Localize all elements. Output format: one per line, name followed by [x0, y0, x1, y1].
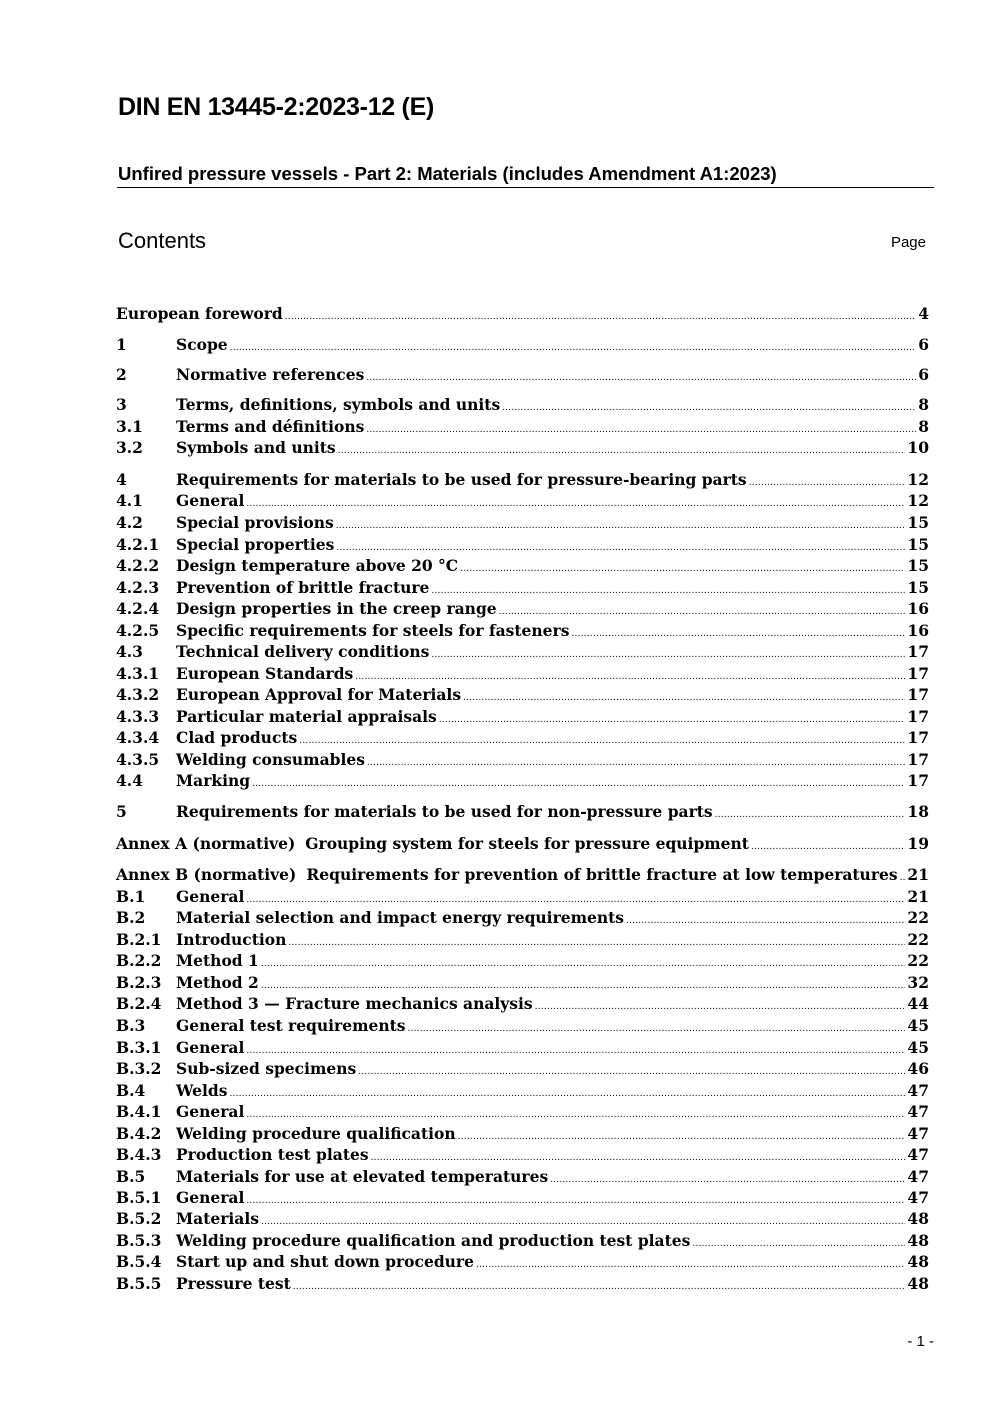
toc-entry[interactable] [116, 865, 929, 887]
toc-entry-page: 17 [907, 750, 929, 769]
toc-entry-number: 3.2 [116, 438, 143, 457]
title-rule [117, 187, 934, 188]
toc-dot-leader [366, 374, 916, 383]
toc-dot-leader [261, 1218, 905, 1227]
toc-entry-page: 8 [918, 395, 929, 414]
toc-entry-page: 15 [907, 535, 929, 554]
toc-entry-page: 4 [918, 304, 929, 323]
toc-entry-title: Requirements for materials to be used for pressure-bearing parts [176, 470, 747, 489]
toc-entry-page: 15 [907, 556, 929, 575]
toc-dot-leader [366, 426, 916, 435]
toc-entry-title: Pressure test [176, 1274, 291, 1293]
toc-entry-page: 48 [907, 1209, 929, 1228]
toc-entry-page: 21 [907, 865, 929, 884]
toc-entry-number: 3 [116, 395, 127, 414]
toc-entry[interactable] [116, 1038, 929, 1060]
toc-entry-page: 17 [907, 642, 929, 661]
toc-entry-page: 10 [907, 438, 929, 457]
toc-entry-page: 16 [907, 621, 929, 640]
toc-entry-page: 17 [907, 771, 929, 790]
toc-entry[interactable] [116, 556, 929, 578]
toc-entry-page: 22 [907, 908, 929, 927]
toc-entry-title: Material selection and impact energy requirements [176, 908, 625, 927]
toc-entry-number: B.5 [116, 1167, 146, 1186]
toc-entry-title: Welds [176, 1081, 228, 1100]
toc-entry-title: General test requirements [176, 1016, 406, 1035]
toc-entry-page: 17 [907, 685, 929, 704]
toc-entry-number: B.5.1 [116, 1188, 162, 1207]
toc-entry[interactable] [116, 1209, 929, 1231]
toc-entry-title: Method 2 [176, 973, 259, 992]
toc-entry[interactable] [116, 1252, 929, 1274]
toc-entry[interactable] [116, 685, 929, 707]
toc-entry-page: 45 [907, 1016, 929, 1035]
toc-entry-page: 12 [907, 470, 929, 489]
toc-entry-title: Sub-sized specimens [176, 1059, 357, 1078]
toc-entry-page: 19 [907, 834, 929, 853]
toc-dot-leader [246, 1111, 905, 1120]
toc-dot-leader [502, 404, 916, 413]
toc-entry-title: Terms and définitions [176, 417, 365, 436]
toc-entry[interactable] [116, 802, 929, 824]
toc-entry[interactable] [116, 728, 929, 750]
page-column-label: Page [890, 234, 926, 251]
toc-entry-number: 4.2 [116, 513, 143, 532]
document-title: DIN EN 13445-2:2023-12 (E) [118, 93, 434, 121]
toc-entry-page: 46 [907, 1059, 929, 1078]
toc-entry[interactable] [116, 1059, 929, 1081]
toc-entry-title: Materials for use at elevated temperatures [176, 1167, 549, 1186]
toc-entry-number: 4.2.5 [116, 621, 160, 640]
toc-entry[interactable] [116, 304, 929, 326]
toc-entry-page: 16 [907, 599, 929, 618]
toc-dot-leader [431, 587, 905, 596]
toc-entry[interactable] [116, 417, 929, 439]
toc-entry-title: Requirements for prevention of brittle fracture at low temperatures [306, 865, 898, 884]
toc-entry-number: Annex A (normative) [116, 834, 296, 853]
toc-entry-page: 15 [907, 513, 929, 532]
toc-entry-title: Prevention of brittle fracture [176, 578, 430, 597]
toc-dot-leader [246, 500, 905, 509]
toc-entry-title: Technical delivery conditions [176, 642, 430, 661]
toc-entry-number: B.4.2 [116, 1124, 162, 1143]
toc-entry-page: 17 [907, 728, 929, 747]
toc-entry[interactable] [116, 834, 929, 856]
toc-entry-page: 8 [918, 417, 929, 436]
toc-entry[interactable] [116, 951, 929, 973]
toc-entry-number: B.5.5 [116, 1274, 162, 1293]
toc-entry-number: B.2.3 [116, 973, 162, 992]
toc-dot-leader [626, 917, 905, 926]
toc-entry-number: B.1 [116, 887, 146, 906]
toc-entry-title: Welding procedure qualification [176, 1124, 456, 1143]
toc-entry[interactable] [116, 750, 929, 772]
toc-entry-title: Specific requirements for steels for fasteners [176, 621, 570, 640]
toc-dot-leader [715, 811, 906, 820]
toc-dot-leader [463, 694, 905, 703]
toc-dot-leader [550, 1176, 905, 1185]
toc-dot-leader [299, 737, 905, 746]
toc-entry-page: 47 [907, 1102, 929, 1121]
toc-entry-page: 17 [907, 707, 929, 726]
toc-entry-title: General [176, 491, 245, 510]
toc-dot-leader [535, 1003, 906, 1012]
toc-entry[interactable] [116, 1016, 929, 1038]
toc-entry-page: 47 [907, 1188, 929, 1207]
toc-entry[interactable] [116, 642, 929, 664]
page-number: - 1 - [907, 1333, 934, 1350]
toc-dot-leader [261, 960, 906, 969]
toc-entry-page: 22 [907, 951, 929, 970]
toc-entry[interactable] [116, 994, 929, 1016]
toc-entry-page: 45 [907, 1038, 929, 1057]
toc-entry-title: Particular material appraisals [176, 707, 437, 726]
contents-heading: Contents [118, 228, 207, 253]
toc-entry[interactable] [116, 1102, 929, 1124]
toc-entry-title: European foreword [116, 304, 283, 323]
toc-dot-leader [261, 982, 906, 991]
toc-entry[interactable] [116, 535, 929, 557]
toc-entry-title: General [176, 1102, 245, 1121]
toc-entry-title: Symbols and units [176, 438, 336, 457]
toc-entry-number: B.5.4 [116, 1252, 162, 1271]
toc-entry[interactable] [116, 491, 929, 513]
toc-entry-page: 15 [907, 578, 929, 597]
toc-entry-title: General [176, 887, 245, 906]
toc-entry-page: 44 [907, 994, 929, 1013]
toc-entry-title: Terms, definitions, symbols and units [176, 395, 501, 414]
toc-entry[interactable] [116, 1188, 929, 1210]
toc-entry[interactable] [116, 513, 929, 535]
toc-entry-title: Normative references [176, 365, 365, 384]
toc-dot-leader [408, 1025, 906, 1034]
toc-entry-number: 4.2.4 [116, 599, 160, 618]
toc-dot-leader [431, 651, 905, 660]
toc-dot-leader [336, 522, 906, 531]
toc-entry-title: Welding procedure qualification and production test plates [176, 1231, 691, 1250]
toc-entry-number: 4.3 [116, 642, 143, 661]
toc-dot-leader [230, 344, 917, 353]
toc-entry-title: Introduction [176, 930, 287, 949]
toc-entry-number: 4.3.2 [116, 685, 160, 704]
toc-entry-number: 4.3.5 [116, 750, 160, 769]
toc-dot-leader [293, 1283, 906, 1292]
toc-entry-title: Method 1 [176, 951, 259, 970]
toc-entry-title: General [176, 1038, 245, 1057]
toc-entry-number: B.5.2 [116, 1209, 162, 1228]
toc-entry-title: Grouping system for steels for pressure equipment [305, 834, 749, 853]
toc-entry[interactable] [116, 621, 929, 643]
toc-dot-leader [460, 565, 905, 574]
toc-entry-title: Design properties in the creep range [176, 599, 497, 618]
toc-dot-leader [336, 544, 905, 553]
toc-entry-page: 48 [907, 1231, 929, 1250]
toc-entry-title: Requirements for materials to be used for non-pressure parts [176, 802, 713, 821]
toc-entry-title: Clad products [176, 728, 298, 747]
toc-entry-title: Welding consumables [176, 750, 365, 769]
toc-entry-title: Production test plates [176, 1145, 369, 1164]
toc-dot-leader [246, 1197, 905, 1206]
toc-dot-leader [358, 1068, 905, 1077]
toc-entry-number: 3.1 [116, 417, 143, 436]
toc-entry[interactable] [116, 1231, 929, 1253]
toc-entry-number: 2 [116, 365, 127, 384]
toc-entry[interactable] [116, 365, 929, 387]
toc-entry-number: B.4.3 [116, 1145, 162, 1164]
document-subtitle: Unfired pressure vessels - Part 2: Materials (includes Amendment A1:2023) [118, 163, 777, 184]
toc-dot-leader [692, 1240, 905, 1249]
toc-entry-number: 4 [116, 470, 127, 489]
toc-dot-leader [355, 673, 905, 682]
toc-entry-title: Materials [176, 1209, 259, 1228]
toc-entry-page: 48 [907, 1274, 929, 1293]
toc-entry-title: Special properties [176, 535, 335, 554]
toc-entry[interactable] [116, 771, 929, 793]
toc-entry[interactable] [116, 1167, 929, 1189]
toc-dot-leader [285, 313, 916, 322]
toc-dot-leader [499, 608, 906, 617]
toc-dot-leader [476, 1261, 905, 1270]
toc-entry-page: 17 [907, 664, 929, 683]
toc-entry-number: 4.2.2 [116, 556, 160, 575]
toc-entry-title: European Standards [176, 664, 354, 683]
toc-entry-number: 5 [116, 802, 127, 821]
toc-entry-number: 4.4 [116, 771, 143, 790]
toc-dot-leader [371, 1154, 906, 1163]
toc-entry-number: B.3.2 [116, 1059, 162, 1078]
toc-dot-leader [246, 896, 905, 905]
toc-entry-title: Special provisions [176, 513, 334, 532]
toc-entry-number: 4.1 [116, 491, 143, 510]
toc-entry-page: 21 [907, 887, 929, 906]
toc-entry-page: 47 [907, 1167, 929, 1186]
toc-entry-number: 1 [116, 335, 127, 354]
toc-dot-leader [246, 1047, 905, 1056]
toc-entry-title: Marking [176, 771, 251, 790]
toc-entry-number: B.3 [116, 1016, 146, 1035]
toc-entry-page: 47 [907, 1124, 929, 1143]
toc-entry[interactable] [116, 438, 929, 460]
toc-dot-leader [751, 843, 905, 852]
toc-entry-page: 32 [907, 973, 929, 992]
toc-entry[interactable] [116, 664, 929, 686]
toc-entry-number: B.2.1 [116, 930, 162, 949]
toc-entry[interactable] [116, 887, 929, 909]
toc-entry-title: Start up and shut down procedure [176, 1252, 474, 1271]
toc-entry[interactable] [116, 1081, 929, 1103]
toc-entry[interactable] [116, 578, 929, 600]
toc-entry-number: B.2 [116, 908, 146, 927]
toc-entry[interactable] [116, 599, 929, 621]
toc-entry[interactable] [116, 908, 929, 930]
toc-entry-number: B.5.3 [116, 1231, 162, 1250]
toc-entry-title: European Approval for Materials [176, 685, 462, 704]
toc-entry-number: B.2.2 [116, 951, 162, 970]
toc-entry[interactable] [116, 973, 929, 995]
toc-entry[interactable] [116, 470, 929, 492]
toc-entry[interactable] [116, 930, 929, 952]
toc-entry[interactable] [116, 1145, 929, 1167]
toc-entry-title: Design temperature above 20 °C [176, 556, 459, 575]
toc-entry-page: 18 [907, 802, 929, 821]
toc-dot-leader [367, 759, 906, 768]
toc-entry-number: Annex B (normative) [116, 865, 297, 884]
toc-entry-page: 6 [918, 365, 929, 384]
toc-entry[interactable] [116, 1124, 929, 1146]
toc-entry-number: 4.3.4 [116, 728, 160, 747]
toc-entry-number: 4.2.1 [116, 535, 160, 554]
toc-entry-page: 22 [907, 930, 929, 949]
toc-dot-leader [439, 716, 906, 725]
toc-dot-leader [571, 630, 905, 639]
toc-entry-title: General [176, 1188, 245, 1207]
toc-entry-page: 48 [907, 1252, 929, 1271]
toc-entry-page: 47 [907, 1145, 929, 1164]
toc-entry-page: 6 [918, 335, 929, 354]
toc-entry-page: 47 [907, 1081, 929, 1100]
toc-entry-title: Method 3 — Fracture mechanics analysis [176, 994, 533, 1013]
toc-entry[interactable] [116, 395, 929, 417]
toc-entry[interactable] [116, 335, 929, 357]
toc-entry[interactable] [116, 1274, 929, 1296]
toc-dot-leader [900, 874, 906, 883]
toc-entry-title: Scope [176, 335, 228, 354]
toc-dot-leader [252, 780, 905, 789]
toc-entry-number: B.4 [116, 1081, 146, 1100]
toc-entry-number: B.3.1 [116, 1038, 162, 1057]
toc-dot-leader [338, 447, 906, 456]
toc-entry-number: B.4.1 [116, 1102, 162, 1121]
toc-entry-number: B.2.4 [116, 994, 162, 1013]
toc-entry-number: 4.3.3 [116, 707, 160, 726]
toc-dot-leader [749, 479, 906, 488]
toc-dot-leader [229, 1090, 905, 1099]
toc-entry-number: 4.2.3 [116, 578, 160, 597]
toc-dot-leader [458, 1133, 906, 1142]
toc-entry[interactable] [116, 707, 929, 729]
toc-entry-page: 12 [907, 491, 929, 510]
toc-entry-number: 4.3.1 [116, 664, 160, 683]
toc-dot-leader [288, 939, 905, 948]
